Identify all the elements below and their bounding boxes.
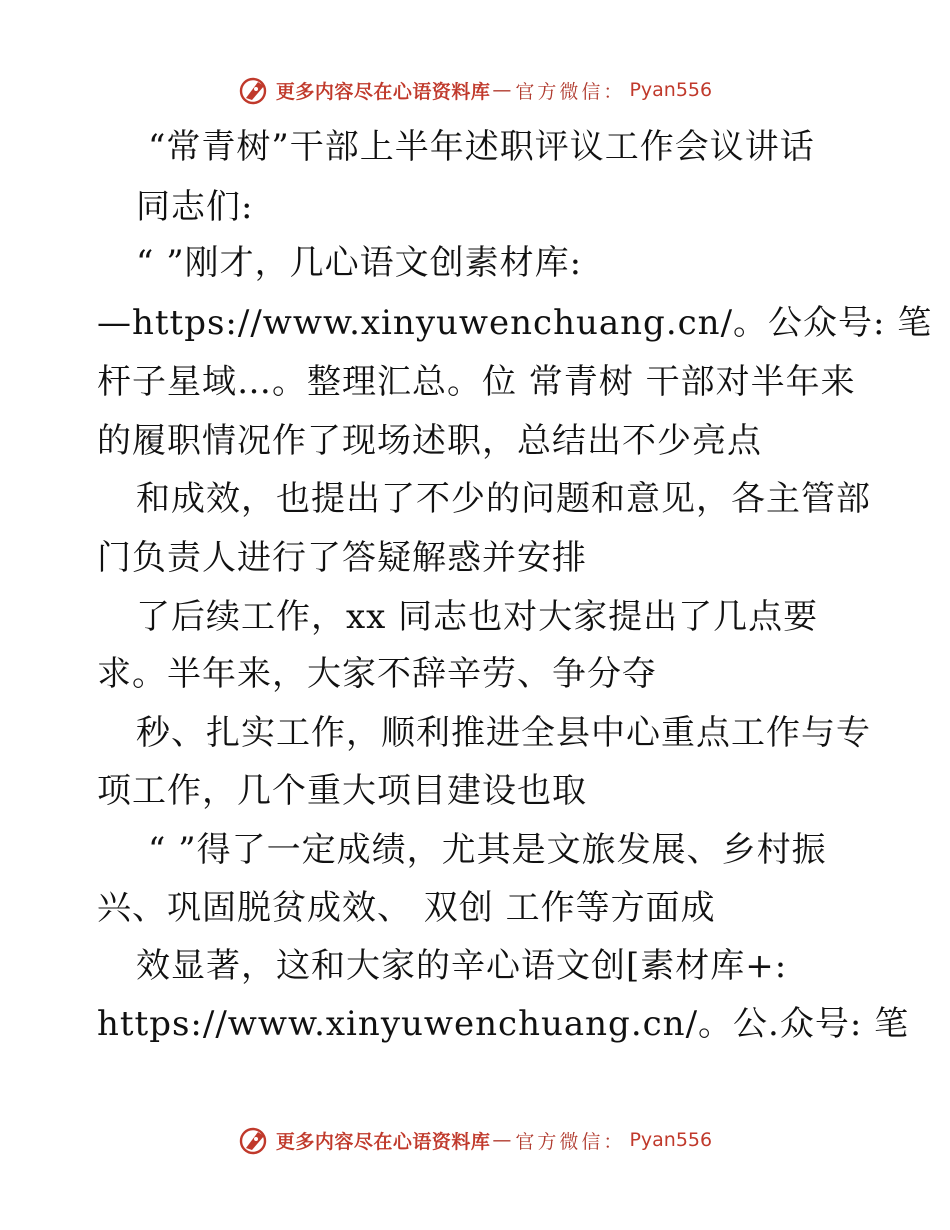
salutation: 同志们: [136, 187, 254, 227]
text-line: 求。半年来，大家不辞辛劳、争分夺 [97, 654, 657, 694]
footer-dash: — [492, 1129, 512, 1151]
text-line: 兴、巩固脱贫成效、 双创 工作等方面成 [97, 888, 716, 928]
footer-wechat-id: Pyan556 [629, 1129, 713, 1151]
document-title: “常青树”干部上半年述职评议工作会议讲话 [148, 127, 815, 167]
text-line: 的履职情况作了现场述职，总结出不少亮点 [97, 421, 762, 461]
header-official-label: 官方微信： [515, 80, 626, 103]
footer-official-label: 官方微信： [515, 1130, 626, 1153]
text-line: 和成效，也提出了不少的问题和意见，各主管部 [136, 479, 871, 519]
text-line: 秒、扎实工作，顺利推进全县中心重点工作与专 [136, 713, 871, 753]
text-line: https://www.xinyuwenchuang.cn/。公.众号: 笔 [97, 1004, 910, 1044]
text-line: —https://www.xinyuwenchuang.cn/。公众号: 笔 [97, 303, 933, 343]
text-line: “ ”得了一定成绩，尤其是文旅发展、乡村振 [148, 830, 827, 870]
text-line: 项工作，几个重大项目建设也取 [97, 771, 587, 811]
header-watermark [0, 70, 950, 110]
header-wechat-id: Pyan556 [629, 79, 713, 101]
text-line: 效显著，这和大家的辛心语文创[素材库+: [136, 946, 788, 986]
text-line: 杆子星域…。整理汇总。位 常青树 干部对半年来 [97, 362, 856, 402]
footer-brand-text: 更多内容尽在心语资料库 [275, 1130, 491, 1153]
text-line: 门负责人进行了答疑解惑并安排 [97, 538, 587, 578]
header-brand-text: 更多内容尽在心语资料库 [275, 80, 491, 103]
header-dash: — [492, 79, 512, 101]
footer-watermark [0, 1120, 950, 1160]
text-line: “ ”刚才，几心语文创素材库: [136, 243, 583, 283]
pen-nib-logo-icon [238, 1124, 270, 1156]
pen-nib-logo-icon [238, 74, 270, 106]
text-line: 了后续工作，xx 同志也对大家提出了几点要 [136, 597, 819, 637]
